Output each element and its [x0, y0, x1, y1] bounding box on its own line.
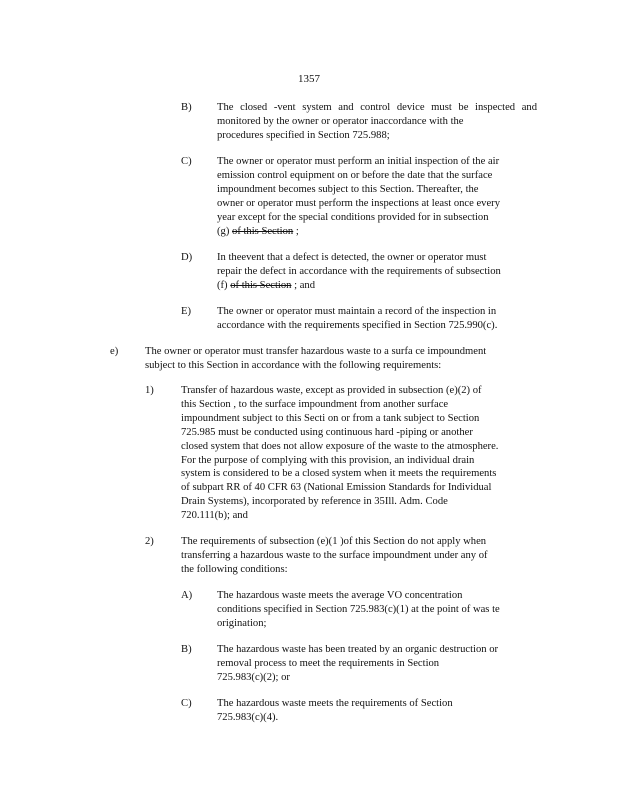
struck-text: of this Section: [232, 225, 294, 237]
item-text: [217, 589, 537, 631]
text-line: Transfer of hazardous waste, except as provided in subsection (e)(2) of: [181, 385, 482, 396]
item-label: A): [181, 590, 193, 601]
text-line: 725.985 must be conducted using continuous hard -piping or another: [181, 426, 473, 438]
text-line: accordance with the requirements specified in Section 725.990(c).: [217, 319, 498, 331]
text-line: removal process to meet the requirements in Section: [217, 657, 440, 669]
item-label: C): [181, 698, 192, 709]
struck-text: of this Section: [230, 279, 292, 291]
page-number: 1357: [298, 73, 320, 85]
item-label: B): [181, 102, 192, 113]
item-label: E): [181, 306, 191, 317]
text-line: monitored by the owner or operator inaccordance with the: [217, 115, 464, 127]
text-line: The owner or operator must maintain a record of the inspection in: [217, 306, 497, 317]
item-text: [181, 535, 533, 577]
text-line: closed system that does not allow exposure of the waste to the atmosphere.: [181, 440, 499, 452]
subsection-ref: (g): [217, 225, 230, 237]
text-line: The hazardous waste meets the average VO concentration: [217, 590, 463, 601]
item-text: [181, 384, 533, 523]
item-label: e): [110, 346, 119, 357]
item-label: 2): [145, 536, 154, 547]
subsection-ref: (f): [217, 279, 228, 291]
text-suffix: ;: [293, 225, 299, 237]
text-line: For the purpose of complying with this provision, an individual drain: [181, 454, 475, 466]
item-text: [217, 305, 537, 333]
item-label: B): [181, 644, 192, 655]
item-label: 1): [145, 385, 154, 396]
item-text: [217, 101, 537, 143]
text-line: this Section , to the surface impoundment from another surface: [181, 398, 449, 410]
item-label: D): [181, 252, 193, 263]
text-line: The owner or operator must transfer hazardous waste to a surfa ce impoundment: [145, 346, 487, 357]
text-line: 725.983(c)(2); or: [217, 671, 290, 683]
text-line: system is considered to be a closed system when it meets the requirements: [181, 468, 497, 480]
item-text: [217, 643, 537, 685]
text-line: The hazardous waste meets the requirements of Section: [217, 698, 453, 709]
text-line: impoundment subject to this Secti on or from a tank subject to Section: [181, 412, 480, 424]
text-suffix: ; and: [291, 279, 316, 291]
item-text: [217, 251, 537, 293]
text-line: The owner or operator must perform an initial inspection of the air: [217, 156, 500, 167]
text-line: The hazardous waste has been treated by an organic destruction or: [217, 644, 499, 655]
text-line: impoundment becomes subject to this Section. Thereafter, the: [217, 183, 479, 195]
text-line: conditions specified in Section 725.983(c)(1) at the point of was te: [217, 603, 500, 615]
text-line: of subpart RR of 40 CFR 63 (National Emission Standards for Individual: [181, 482, 492, 494]
item-text: [217, 155, 537, 238]
text-line: emission control equipment on or before the date that the surface: [217, 169, 493, 181]
text-line: owner or operator must perform the inspections at least once every: [217, 197, 500, 209]
text-line: transferring a hazardous waste to the surface impoundment under any of: [181, 549, 488, 561]
text-line: procedures specified in Section 725.988;: [217, 129, 390, 141]
text-line: [217, 279, 537, 293]
text-line: Drain Systems), incorporated by reference in 35Ill. Adm. Code: [181, 496, 448, 508]
item-label: C): [181, 156, 192, 167]
text-line: [217, 225, 537, 239]
text-line: 725.983(c)(4).: [217, 711, 279, 723]
text-line: In theevent that a defect is detected, the owner or operator must: [217, 252, 487, 263]
text-line: The closed -vent system and control device must be inspected and: [217, 102, 537, 113]
text-line: subject to this Section in accordance with the following requirements:: [145, 359, 442, 371]
text-line: year except for the special conditions provided for in subsection: [217, 211, 489, 223]
item-text: [145, 345, 523, 373]
text-line: The requirements of subsection (e)(1 )of this Section do not apply when: [181, 536, 487, 547]
text-line: origination;: [217, 617, 267, 629]
text-line: the following conditions:: [181, 563, 288, 575]
item-text: [217, 697, 537, 725]
text-line: 720.111(b); and: [181, 510, 248, 522]
text-line: repair the defect in accordance with the requirements of subsection: [217, 265, 501, 277]
